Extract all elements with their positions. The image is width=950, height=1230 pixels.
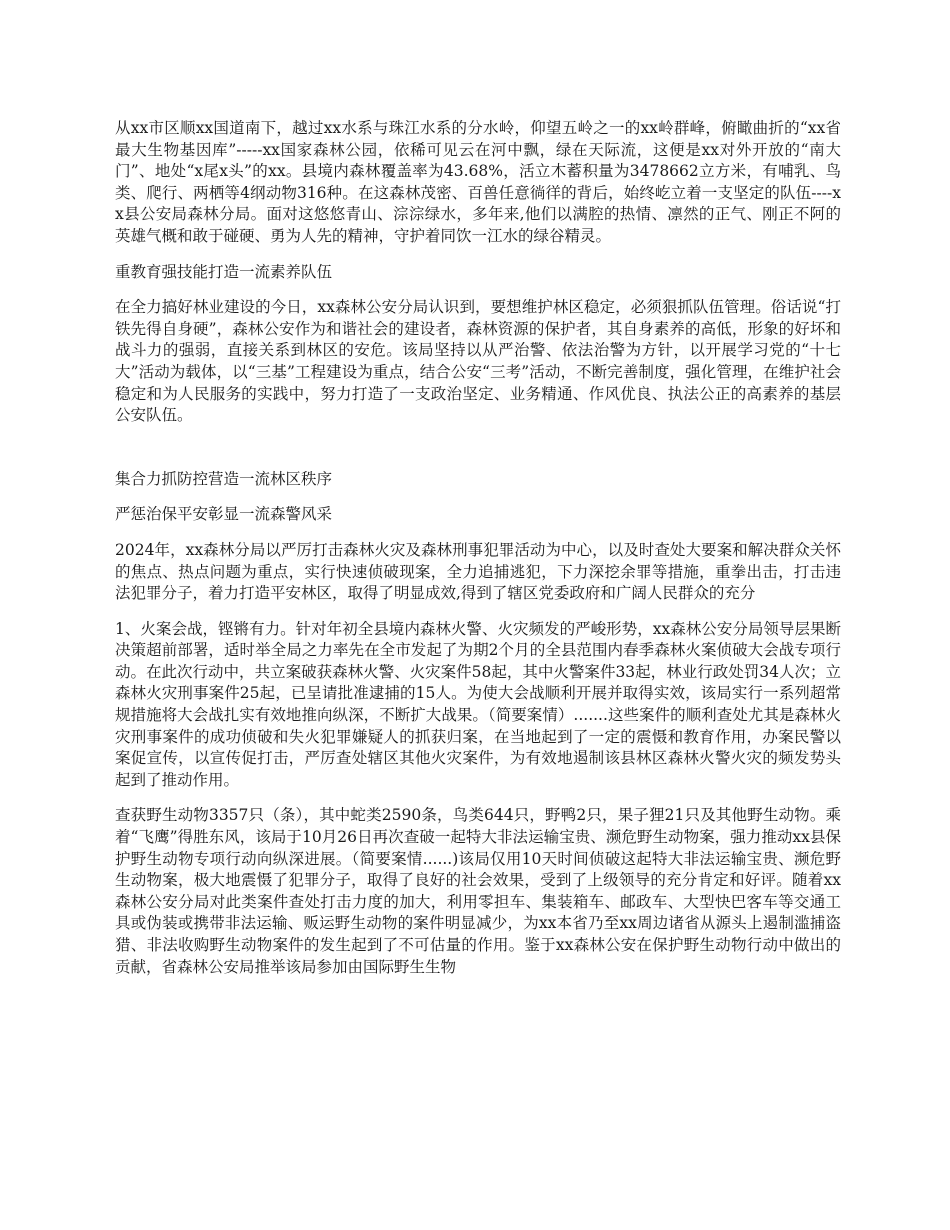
blank-spacer <box>115 441 841 469</box>
document-page <box>115 118 841 992</box>
fire-case-paragraph: 1、火案会战，铿锵有力。针对年初全县境内森林火警、火灾频发的严峻形势，xx森林公安分局领导层果断决策超前部署，适时举全局之力率先在全市发起了为期2个月的全县范围内春季森林火案侦破大会战专项行动。在此次行动中，共立案破获森林火警、火灾案件58起，其中火警案件33起，林业行政处罚34人次；立森林火灾刑事案件25起，已呈请批准逮捕的15人。为使大会战顺利开展并取得实效，该局实行一系列超常规措施将大会战扎实有效地推向纵深，不断扩大战果。（简要案情）.......这些案件的顺利查处尤其是森林火灾刑事案件的成功侦破和失火犯罪嫌疑人的抓获归案，在当地起到了一定的震慑和教育作用，办案民警以案促宣传，以宣传促打击，严厉查处辖区其他火灾案件，为有效地遏制该县林区森林火警火灾的频发势头起到了推动作用。 <box>115 619 841 789</box>
intro-paragraph: 从xx市区顺xx国道南下，越过xx水系与珠江水系的分水岭，仰望五岭之一的xx岭群峰，俯瞰曲折的“xx省最大生物基因库”-----xx国家森林公园，依稀可见云在河中飘，绿在天际流，这便是xx对外开放的“南大门”、地处“x尾x头”的xx。县境内森林覆盖率为43.68%，活立木蓄积量为3478662立方米，有哺乳、鸟类、爬行、两栖等4纲动物316种。在这森林茂密、百兽任意徜徉的背后，始终屹立着一支坚定的队伍----xx县公安局森林分局。面对这悠悠青山、淙淙绿水，多年来,他们以满腔的热情、凛然的正气、刚正不阿的英雄气概和敢于碰硬、勇为人先的精神，守护着同饮一江水的绿谷精灵。 <box>115 119 841 245</box>
section-heading-punishment: 严惩治保平安彰显一流森警风采 <box>115 505 333 524</box>
section-heading-prevention: 集合力抓防控营造一流林区秩序 <box>115 469 333 488</box>
results-paragraph: 2024年，xx森林分局以严厉打击森林火灾及森林刑事犯罪活动为中心，以及时查处大要案和解决群众关怀的焦点、热点问题为重点，实行快速侦破现案，全力追捕逃犯，下力深挖余罪等措施，重拳出击，打击违法犯罪分子，着力打造平安林区，取得了明显成效,得到了辖区党委政府和广阔人民群众的充分 <box>115 540 841 603</box>
section-heading-education: 重教育强技能打造一流素养队伍 <box>115 262 333 281</box>
wildlife-paragraph: 查获野生动物3357只（条），其中蛇类2590条，鸟类644只，野鸭2只，果子狸21只及其他野生动物。乘着“飞鹰”得胜东风，该局于10月26日再次查破一起特大非法运输宝贵、濒危野生动物案，强力推动xx县保护野生动物专项行动向纵深进展。（简要案情......)该局仅用10天时间侦破这起特大非法运输宝贵、濒危野生动物案，极大地震慑了犯罪分子，取得了良好的社会效果，受到了上级领导的充分肯定和好评。随着xx森林公安分局对此类案件查处打击力度的加大，利用零担车、集装箱车、邮政车、大型快巴客车等交通工具或伪装或携带非法运输、贩运野生动物的案件明显减少，为xx本省乃至xx周边诸省从源头上遏制滥捕盗猎、非法收购野生动物案件的发生起到了不可估量的作用。鉴于xx森林公安在保护野生动物行动中做出的贡献，省森林公安局推举该局参加由国际野生生物 <box>115 806 841 976</box>
education-paragraph: 在全力搞好林业建设的今日，xx森林公安分局认识到，要想维护林区稳定，必须狠抓队伍管理。俗话说“打铁先得自身硬”，森林公安作为和谐社会的建设者，森林资源的保护者，其自身素养的高低，形象的好坏和战斗力的强弱，直接关系到林区的安危。该局坚持以从严治警、依法治警为方针，以开展学习党的“十七大”活动为载体，以“三基”工程建设为重点，结合公安“三考”活动，不断完善制度，强化管理，在维护社会稳定和为人民服务的实践中，努力打造了一支政治坚定、业务精通、作风优良、执法公正的高素养的基层公安队伍。 <box>115 298 841 425</box>
